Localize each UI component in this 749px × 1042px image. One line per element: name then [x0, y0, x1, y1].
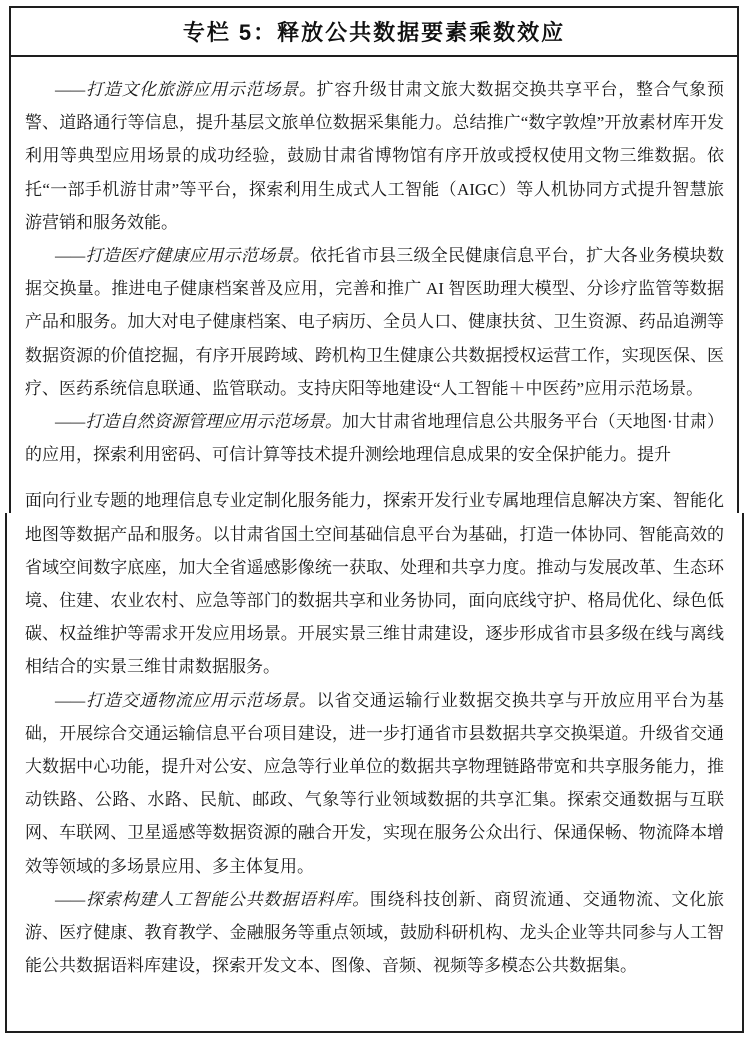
paragraph-transport-logistics: [25, 684, 724, 883]
paragraph-ai-corpus: [25, 883, 724, 983]
paragraph-text: 以省交通运输行业数据交换共享与开放应用平台为基础，开展综合交通运输信息平台项目建设，进一步打通省市县数据共享交换渠道。升级省交通大数据中心功能，提升对公安、应急等行业单位的数据共享物理链路带宽和共享服务能力，推动铁路、公路、水路、民航、邮政、气象等行业领域数据的共享汇集。探索交通数据与互联网、车联网、卫星遥感等数据资源的融合开发，实现在服务公众出行、保通保畅、物流降本增效等领域的多场景应用、多主体复用。: [25, 690, 724, 876]
paragraph-natural-resources-continued: [25, 484, 724, 683]
paragraph-text: 扩容升级甘肃文旅大数据交换共享平台，整合气象预警、道路通行等信息，提升基层文旅单位数据采集能力。总结推广“数字敦煌”开放素材库开发利用等典型应用场景的成功经验，鼓励甘肃省博物馆有序开放或授权使用文物三维数据。依托“一部手机游甘肃”等平台，探索利用生成式人工智能（AIGC）等人机协同方式提升智慧旅游营销和服务效能。: [25, 80, 724, 232]
paragraph-lead: ——探索构建人工智能公共数据语料库。: [55, 889, 370, 909]
callout-title-bar: [11, 8, 737, 57]
paragraph-text: 围绕科技创新、商贸流通、交通物流、文化旅游、医疗健康、教育教学、金融服务等重点领域，鼓励科研机构、龙头企业等共同参与人工智能公共数据语料库建设，探索开发文本、图像、音频、视频等多模态公共数据集。: [25, 889, 725, 976]
paragraph-natural-resources: [25, 405, 724, 471]
paragraph-text: 加大甘肃省地理信息公共服务平台（天地图·甘肃）的应用，探索利用密码、可信计算等技术提升测绘地理信息成果的安全保护能力。提升: [25, 412, 724, 465]
paragraph-lead: ——打造交通物流应用示范场景。: [55, 690, 317, 710]
callout-body: [25, 55, 724, 982]
paragraph-lead: ——打造文化旅游应用示范场景。: [55, 80, 317, 99]
paragraph-medical-health: [25, 239, 724, 405]
paragraph-lead: ——打造自然资源管理应用示范场景。: [55, 412, 342, 432]
paragraph-text: 面向行业专题的地理信息专业定制化服务能力，探索开发行业专属地理信息解决方案、智能化地图等数据产品和服务。以甘肃省国土空间基础信息平台为基础，打造一体协同、智能高效的省域空间数字底座，加大全省遥感影像统一获取、处理和共享力度。推动与发展改革、生态环境、住建、农业农村、应急等部门的数据共享和业务协同，面向底线守护、格局优化、绿色低碳、权益维护等需求开发应用场景。开展实景三维甘肃建设，逐步形成省市县多级在线与离线相结合的实景三维甘肃数据服务。: [25, 491, 724, 677]
paragraph-text: 依托省市县三级全民健康信息平台，扩大各业务模块数据交换量。推进电子健康档案普及应用，完善和推广 AI 智医助理大模型、分诊疗监管等数据产品和服务。加大对电子健康档案、电子病历、全员人口、健康扶贫、卫生资源、药品追溯等数据资源的价值挖掘，有序开展跨域、跨机构卫生健康公共数据授权运营工作，实现医保、医疗、医药系统信息联通、监管联动。支持庆阳等地建设“人工智能＋中医药”应用示范场景。: [25, 246, 725, 398]
callout-title: 专栏 5：释放公共数据要素乘数效应: [182, 20, 566, 45]
paragraph-lead: ——打造医疗健康应用示范场景。: [55, 246, 310, 266]
paragraph-culture-tourism: [25, 73, 724, 239]
